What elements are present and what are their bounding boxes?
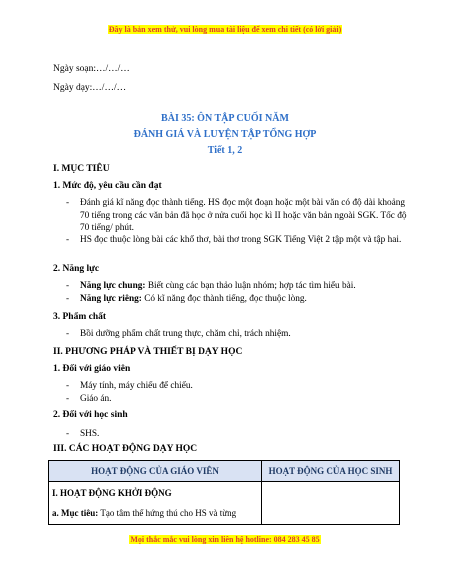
hotline-banner (0, 535, 450, 544)
list-item: - Giáo án. (66, 393, 411, 406)
subsection-qualities: 3. Phẩm chất (53, 312, 107, 322)
list-item-text: Biết cùng các bạn thảo luận nhóm; hợp tác tìm hiểu bài. (145, 281, 356, 291)
list-item: - Năng lực chung: Biết cùng các bạn thảo luận nhóm; hợp tác tìm hiểu bài. (66, 281, 356, 291)
activity-title: I. HOẠT ĐỘNG KHỞI ĐỘNG (52, 488, 172, 498)
subsection-student: 2. Đối với học sinh (53, 410, 128, 420)
list-item-text: Đánh giá kĩ năng đọc thành tiếng. HS đọc một đoạn hoặc một bài văn có độ dài khoảng 70 tiếng trong các văn bản đã học ở nửa cuối học kì II hoặc văn bản ngoài SGK. Tốc độ 70 tiếng/ phút. (80, 198, 407, 233)
table-cell-student (262, 482, 400, 525)
header-student: HOẠT ĐỘNG CỦA HỌC SINH (262, 461, 400, 482)
header-teacher: HOẠT ĐỘNG CỦA GIÁO VIÊN (49, 461, 262, 482)
list-item-text: HS đọc thuộc lòng bài các khổ thơ, bài thơ trong SGK Tiếng Việt 2 tập một và tập hai. (80, 235, 402, 245)
hotline-banner-text: Mọi thắc mắc vui lòng xin liên hệ hotline: 084 283 45 85 (130, 535, 320, 544)
list-item-text: Có kĩ năng đọc thành tiếng, đọc thuộc lòng. (141, 294, 307, 304)
lesson-subtitle: ĐÁNH GIÁ VÀ LUYỆN TẬP TỔNG HỢP (133, 129, 317, 140)
table-header-row (49, 461, 400, 482)
date-teach: Ngày dạy:…/…/… (53, 83, 127, 93)
list-item-label: Năng lực riêng: (80, 294, 142, 304)
goal-label: a. Mục tiêu: (52, 508, 99, 518)
section-objectives: I. MỤC TIÊU (53, 164, 110, 174)
list-item: - Máy tính, máy chiếu để chiếu. (66, 380, 411, 393)
section-methods: II. PHƯƠNG PHÁP VÀ THIẾT BỊ DẠY HỌC (53, 347, 243, 357)
section-activities: III. CÁC HOẠT ĐỘNG DẠY HỌC (53, 444, 198, 454)
list-item-label: Năng lực chung: (80, 281, 146, 291)
list-item: - Năng lực riêng: Có kĩ năng đọc thành tiếng, đọc thuộc lòng. (66, 294, 307, 304)
subsection-requirements: 1. Mức độ, yêu cầu cần đạt (53, 181, 162, 191)
list-item: - SHS. (66, 428, 411, 441)
list-item: - Bồi dưỡng phẩm chất trung thực, chăm chỉ, trách nhiệm. (66, 328, 411, 341)
date-compose: Ngày soạn:…/…/… (53, 64, 130, 74)
list-item-text: SHS. (80, 429, 100, 439)
subsection-teacher: 1. Đối với giáo viên (53, 364, 131, 374)
subsection-competence: 2. Năng lực (53, 264, 100, 274)
list-item-text: Bồi dưỡng phẩm chất trung thực, chăm chỉ, trách nhiệm. (80, 329, 291, 339)
list-item: - HS đọc thuộc lòng bài các khổ thơ, bài thơ trong SGK Tiếng Việt 2 tập một và tập hai. (66, 234, 411, 260)
list-item-text: Máy tính, máy chiếu để chiếu. (80, 381, 193, 391)
table-row (49, 482, 400, 525)
table-cell-teacher (49, 482, 262, 525)
list-item-text: Giáo án. (80, 394, 112, 404)
lesson-period: Tiết 1, 2 (207, 145, 243, 156)
activities-table (48, 460, 400, 525)
preview-banner (0, 25, 450, 34)
lesson-title: BÀI 35: ÔN TẬP CUỐI NĂM (161, 113, 289, 124)
preview-banner-text: Đây là bản xem thử, vui lòng mua tài liệu để xem chi tiết (có lời giải) (108, 25, 342, 34)
goal-text: Tạo tâm thế hứng thú cho HS và từng (98, 508, 237, 518)
list-item: - Đánh giá kĩ năng đọc thành tiếng. HS đọc một đoạn hoặc một bài văn có độ dài khoảng 70 tiếng trong các văn bản đã học ở nửa cuối học kì II hoặc văn bản ngoài SGK. Tốc độ 70 tiếng/ phút. (66, 197, 411, 247)
